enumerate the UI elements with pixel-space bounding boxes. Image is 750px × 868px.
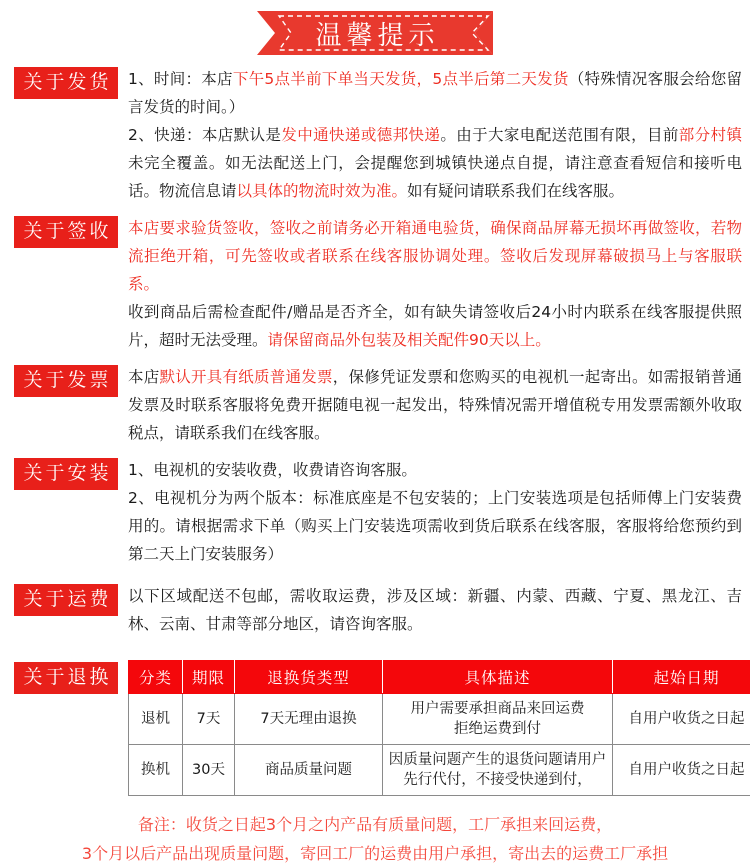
returns-table-head — [129, 661, 750, 694]
footnote-line: 3个月以后产品出现质量问题，寄回工厂的运费由用户承担，寄出去的运费工厂承担 — [0, 839, 750, 868]
paragraph — [128, 298, 742, 354]
text-run: 收到商品后需检查配件/赠品是否齐全，如有缺失请签收后24小时内联系在线客服提供照片，超时无法受理。 — [128, 303, 742, 349]
table-row — [129, 745, 750, 796]
text-run: ，保修凭证发票和您购买的电视机一起寄出。如需报销普通发票及时联系客服将免费开据随电视一起发出，特殊情况需开增值税专用发票需额外收取税点，请联系我们在线客服。 — [128, 368, 742, 442]
table-header-cell: 退换货类型 — [235, 661, 383, 694]
text-run: 1、时间：本店 — [128, 70, 233, 88]
section-invoice — [0, 363, 750, 447]
text-run-red: 请保留商品外包装及相关配件90天以上。 — [268, 331, 551, 349]
text-run: 。由于大家电配送范围有限，目前 — [440, 126, 678, 144]
table-cell: 7天 — [183, 694, 235, 745]
section-body-signing — [118, 214, 742, 354]
text-run: （特殊情况客服会给您留言发货的时间。） — [128, 70, 742, 116]
text-run-red: 部分村镇 — [679, 126, 742, 144]
table-cell: 用户需要承担商品来回运费 拒绝运费到付 — [383, 694, 613, 745]
table-header-cell: 期限 — [183, 661, 235, 694]
table-cell: 7天无理由退换 — [235, 694, 383, 745]
table-cell: 换机 — [129, 745, 183, 796]
section-tag-invoice: 关于发票 — [14, 365, 118, 397]
table-cell: 因质量问题产生的退货问题请用户 先行代付，不接受快递到付， — [383, 745, 613, 796]
returns-table — [128, 660, 750, 796]
paragraph — [128, 456, 742, 484]
section-tag-signing: 关于签收 — [14, 216, 118, 248]
table-row — [129, 694, 750, 745]
text-run-red: 下午5点半前下单当天发货，5点半后第二天发货 — [233, 70, 569, 88]
text-run-red: 默认开具有纸质普通发票 — [160, 368, 333, 386]
section-freight — [0, 582, 750, 638]
text-run-red: 发中通快递或德邦快递 — [281, 126, 440, 144]
paragraph — [128, 214, 742, 298]
section-body-shipping — [118, 65, 742, 205]
table-cell: 自用户收货之日起 — [613, 694, 750, 745]
text-run: 以下区域配送不包邮，需收取运费，涉及区域：新疆、内蒙、西藏、宁夏、黑龙江、吉林、云南、甘肃等部分地区，请咨询客服。 — [128, 587, 742, 633]
section-body-freight — [118, 582, 742, 638]
table-header-cell: 分类 — [129, 661, 183, 694]
table-cell: 自用户收货之日起 — [613, 745, 750, 796]
text-run: 2、快递：本店默认是 — [128, 126, 281, 144]
returns-table-body — [129, 694, 750, 796]
text-run-red: 本店要求验货签收，签收之前请务必开箱通电验货，确保商品屏幕无损坏再做签收，若物流拒绝开箱，可先签收或者联系在线客服协调处理。签收后发现屏幕破损马上与客服联系。 — [128, 219, 742, 293]
header — [0, 0, 750, 55]
banner-title: 温馨提示 — [257, 11, 493, 55]
table-cell: 30天 — [183, 745, 235, 796]
section-tag-installation: 关于安装 — [14, 458, 118, 490]
section-installation — [0, 456, 750, 568]
table-header-row — [129, 661, 750, 694]
paragraph — [128, 65, 742, 121]
header-ribbon — [257, 11, 493, 55]
table-cell: 商品质量问题 — [235, 745, 383, 796]
table-cell: 退机 — [129, 694, 183, 745]
text-run: 未完全覆盖。如无法配送上门，会提醒您到城镇快递点自提，请注意查看短信和接听电话。物流信息请 — [128, 154, 742, 200]
section-body-installation — [118, 456, 742, 568]
section-tag-shipping: 关于发货 — [14, 67, 118, 99]
paragraph — [128, 484, 742, 568]
text-run: 本店 — [128, 368, 160, 386]
table-header-cell: 具体描述 — [383, 661, 613, 694]
section-shipping — [0, 65, 750, 205]
section-returns — [0, 660, 750, 796]
paragraph — [128, 363, 742, 447]
footnote-line: 备注：收货之日起3个月之内产品有质量问题，工厂承担来回运费， — [0, 810, 750, 839]
section-signing — [0, 214, 750, 354]
footnotes — [0, 810, 750, 868]
section-body-invoice — [118, 363, 742, 447]
text-run: 1、电视机的安装收费，收费请咨询客服。 — [128, 461, 417, 479]
table-header-cell: 起始日期 — [613, 661, 750, 694]
section-tag-freight: 关于运费 — [14, 584, 118, 616]
section-tag-returns: 关于退换 — [14, 662, 118, 694]
paragraph — [128, 582, 742, 638]
text-run-red: 以具体的物流时效为准。 — [237, 182, 408, 200]
text-run: 2、电视机分为两个版本：标准底座是不包安装的；上门安装选项是包括师傅上门安装费用的。请根据需求下单（购买上门安装选项需收到货后联系在线客服，客服将给您预约到第二天上门安装服务） — [128, 489, 742, 563]
paragraph — [128, 121, 742, 205]
text-run: 如有疑问请联系我们在线客服。 — [407, 182, 624, 200]
returns-table-wrap — [118, 660, 750, 796]
